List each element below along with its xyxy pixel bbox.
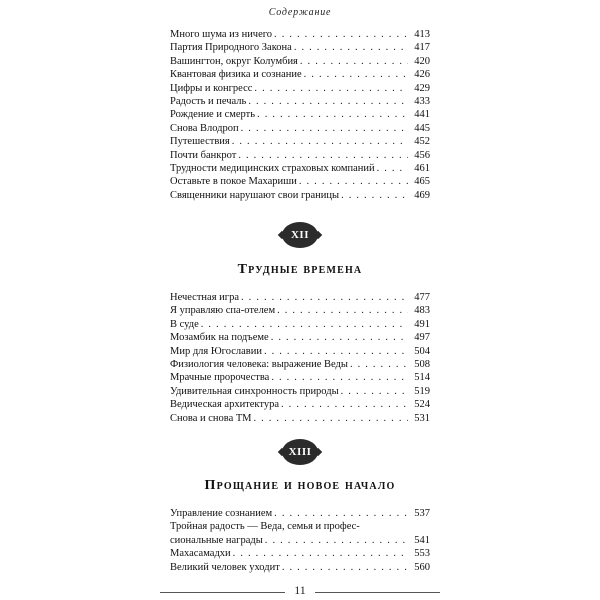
- toc-entry-page: 445: [414, 122, 430, 134]
- toc-entry-page: 524: [414, 399, 430, 411]
- toc-entry-page: 429: [414, 82, 430, 94]
- dot-leader: [271, 331, 408, 344]
- part-title-xiii: Прощание и новое начало: [204, 478, 396, 493]
- toc-entry: [170, 398, 430, 411]
- dot-leader: [274, 507, 408, 520]
- dot-leader: [254, 82, 408, 95]
- toc-entry-title: сиональные награды: [170, 534, 263, 546]
- dot-leader: [341, 385, 408, 398]
- toc-entry-page: 469: [414, 189, 430, 201]
- dot-leader: [299, 175, 408, 188]
- toc-entry: [170, 189, 430, 202]
- toc-entry: [170, 358, 430, 371]
- toc-entry-title: Удивительная синхронность природы: [170, 385, 339, 397]
- toc-entry-page: 441: [414, 109, 430, 121]
- toc-list-part-xiii: [170, 507, 430, 574]
- toc-entry-page: 433: [414, 95, 430, 107]
- dot-leader: [241, 122, 408, 135]
- dot-leader: [350, 358, 408, 371]
- toc-entry-page: 461: [414, 162, 430, 174]
- toc-entry-title: Снова Влодроп: [170, 122, 239, 134]
- toc-entry: [170, 108, 430, 121]
- toc-entry-title: Партия Природного Закона: [170, 42, 292, 54]
- toc-entry: [170, 547, 430, 560]
- toc-list-part-xii: [170, 291, 430, 425]
- toc-entry-page: 537: [414, 507, 430, 519]
- toc-entry-title: Радость и печаль: [170, 95, 247, 107]
- toc-entry: [170, 561, 430, 574]
- toc-entry-title: Махасамадхи: [170, 548, 231, 560]
- toc-entry-title: Мир для Югославии: [170, 345, 262, 357]
- toc-entry-page: 452: [414, 136, 430, 148]
- toc-entry-page: 456: [414, 149, 430, 161]
- part-numeral: XIII: [288, 446, 312, 458]
- toc-entry: [170, 175, 430, 188]
- toc-entry: [170, 122, 430, 135]
- part-numeral: XII: [290, 229, 309, 241]
- dot-leader: [281, 398, 408, 411]
- toc-entry: [170, 385, 430, 398]
- toc-entry-title: Тройная радость — Веда, семья и профес-: [170, 521, 360, 533]
- toc-entry: [170, 135, 430, 148]
- dot-leader: [201, 318, 408, 331]
- dot-leader: [300, 55, 408, 68]
- dot-leader: [294, 41, 408, 54]
- dot-leader: [232, 135, 408, 148]
- toc-entry: [170, 55, 430, 68]
- toc-list-section-1: [170, 28, 430, 202]
- toc-entry: [170, 304, 430, 317]
- toc-entry-title: Священники нарушают свои границы: [170, 189, 340, 201]
- dot-leader: [304, 68, 408, 81]
- toc-entry: [170, 507, 430, 520]
- toc-entry-title: Квантовая физика и сознание: [170, 69, 302, 81]
- toc-entry: [170, 68, 430, 81]
- toc-entry: [170, 95, 430, 108]
- toc-entry-page: 417: [414, 42, 430, 54]
- toc-entry: [170, 41, 430, 54]
- dot-leader: [233, 547, 408, 560]
- toc-entry-page: 491: [414, 318, 430, 330]
- toc-entry-page: 514: [414, 372, 430, 384]
- toc-entry: [170, 345, 430, 358]
- toc-entry-title: Почти банкрот: [170, 149, 237, 161]
- toc-entry-page: 413: [414, 28, 430, 40]
- toc-entry-title: Вашингтон, округ Колумбия: [170, 55, 298, 67]
- toc-entry-title: Оставьте в покое Махариши: [170, 176, 297, 188]
- dot-leader: [241, 291, 408, 304]
- dot-leader: [274, 28, 408, 41]
- toc-entry-title: Великий человек уходит: [170, 561, 280, 573]
- toc-entry: [170, 371, 430, 384]
- toc-entry: [170, 331, 430, 344]
- dot-leader: [377, 162, 408, 175]
- part-numeral-badge-xiii: [282, 439, 318, 465]
- toc-entry: [170, 318, 430, 331]
- toc-entry-title: Рождение и смерть: [170, 109, 256, 121]
- toc-entry: [170, 291, 430, 304]
- toc-entry: [170, 162, 430, 175]
- toc-entry-page: 497: [414, 332, 430, 344]
- toc-entry: [170, 534, 430, 547]
- toc-entry-title: Мрачные пророчества: [170, 372, 270, 384]
- toc-entry: [170, 82, 430, 95]
- page-number: 11: [294, 583, 306, 597]
- toc-entry-title: Мозамбик на подъеме: [170, 332, 269, 344]
- toc-entry-title: Путешествия: [170, 136, 230, 148]
- toc-entry: [170, 28, 430, 41]
- toc-entry: [170, 412, 430, 425]
- toc-entry-page: 560: [414, 561, 430, 573]
- part-title-xii: Трудные времена: [237, 262, 363, 277]
- toc-entry-title: Много шума из ничего: [170, 28, 273, 40]
- toc-entry-page: 519: [414, 385, 430, 397]
- dot-leader: [238, 149, 408, 162]
- toc-entry-title: Трудности медицинских страховых компаний: [170, 162, 375, 174]
- dot-leader: [277, 304, 408, 317]
- toc-entry-title: Нечестная игра: [170, 291, 240, 303]
- part-numeral-badge-xii: [282, 222, 318, 248]
- dot-leader: [271, 371, 408, 384]
- toc-entry-title: Я управляю спа-отелем: [170, 305, 276, 317]
- toc-entry-page: 483: [414, 305, 430, 317]
- toc-entry-title: Ведическая архитектура: [170, 399, 280, 411]
- toc-entry: [170, 149, 430, 162]
- toc-entry-title: Управление сознанием: [170, 507, 273, 519]
- toc-entry-page: 531: [414, 412, 430, 424]
- toc-entry-page: 508: [414, 358, 430, 370]
- toc-entry-title: Физиология человека: выражение Веды: [170, 358, 348, 370]
- toc-entry-page: 426: [414, 69, 430, 81]
- toc-entry-page: 504: [414, 345, 430, 357]
- dot-leader: [282, 561, 408, 574]
- dot-leader: [253, 412, 408, 425]
- footer-rule-right: [315, 592, 440, 593]
- dot-leader: [248, 95, 408, 108]
- toc-entry-page: 541: [414, 534, 430, 546]
- toc-entry-page: 420: [414, 55, 430, 67]
- toc-entry-page: 553: [414, 548, 430, 560]
- toc-entry-page: 465: [414, 176, 430, 188]
- dot-leader: [264, 345, 408, 358]
- dot-leader: [341, 189, 408, 202]
- dot-leader: [257, 108, 408, 121]
- dot-leader: [265, 534, 408, 547]
- toc-entry-page: 477: [414, 291, 430, 303]
- toc-entry-title: Снова и снова ТМ: [170, 412, 252, 424]
- toc-entry-title: Цифры и конгресс: [170, 82, 253, 94]
- toc-entry-title: В суде: [170, 318, 199, 330]
- running-head: Содержание: [268, 7, 332, 18]
